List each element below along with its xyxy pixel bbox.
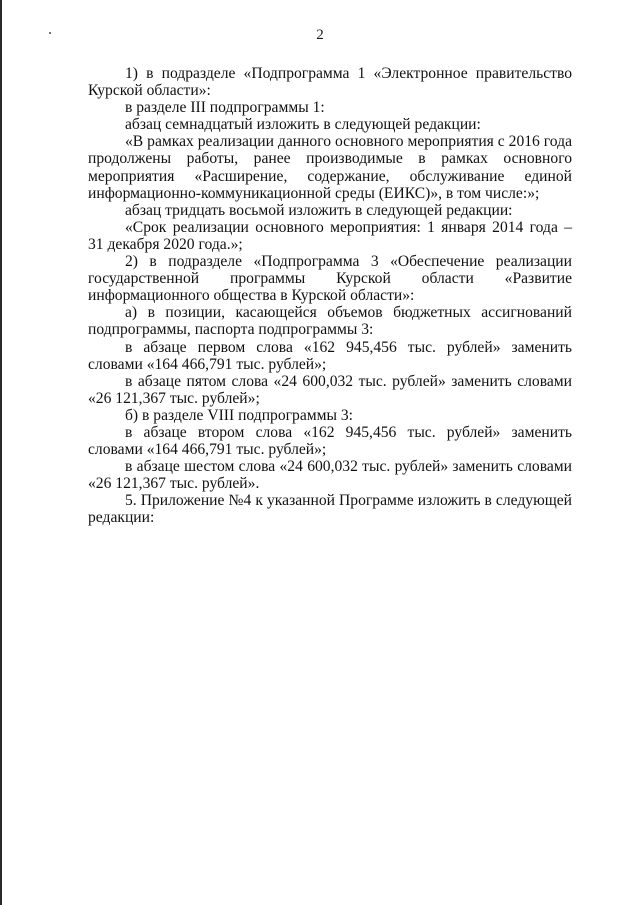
paragraph-subsection-1: 1) в подразделе «Подпрограмма 1 «Электронное правительство Курской области»:: [88, 65, 572, 100]
paragraph-abzac-second: в абзаце втором слова «162 945,456 тыс. рублей» заменить словами «164 466,791 тыс. рублей»;: [88, 423, 572, 459]
paragraph-item-b: б) в разделе VIII подпрограммы 3:: [125, 406, 353, 424]
paragraph-quote-eiks: «В рамках реализации данного основного мероприятия с 2016 года продолжены работы, ранее производимые в рамках основного мероприятия «Расширение, содержание, обслуживание единой информационно-коммуникационной среды (ЕИКС)», в том числе:»;: [88, 133, 572, 202]
paragraph-abzac-sixth: в абзаце шестом слова «24 600,032 тыс. рублей» заменить словами «26 121,367 тыс. рублей».: [88, 458, 572, 493]
paragraph-section-iii: в разделе III подпрограммы 1:: [125, 99, 325, 117]
paragraph-subsection-3: 2) в подразделе «Подпрограмма 3 «Обеспечение реализации государственной программы Курской области «Развитие информационного общества в Курской области»:: [88, 253, 572, 305]
paragraph-quote-term: «Срок реализации основного мероприятия: 1 января 2014 года – 31 декабря 2020 года.»;: [88, 218, 572, 253]
paragraph-abzac-38: абзац тридцать восьмой изложить в следующей редакции:: [125, 201, 513, 219]
scan-left-edge: [0, 0, 2, 905]
paragraph-abzac-fifth: в абзаце пятом слова «24 600,032 тыс. рублей» заменить словами «26 121,367 тыс. рублей»;: [88, 372, 572, 407]
paragraph-item-a: а) в позиции, касающейся объемов бюджетных ассигнований подпрограммы, паспорта подпрограммы 3:: [88, 304, 572, 339]
paragraph-abzac-17: абзац семнадцатый изложить в следующей редакции:: [125, 116, 481, 134]
paragraph-appendix-4: 5. Приложение №4 к указанной Программе изложить в следующей редакции:: [88, 492, 572, 527]
paragraph-abzac-first: в абзаце первом слова «162 945,456 тыс. рублей» заменить словами «164 466,791 тыс. рублей»;: [88, 338, 572, 373]
document-body: [88, 65, 572, 527]
page-number: 2: [316, 27, 324, 43]
